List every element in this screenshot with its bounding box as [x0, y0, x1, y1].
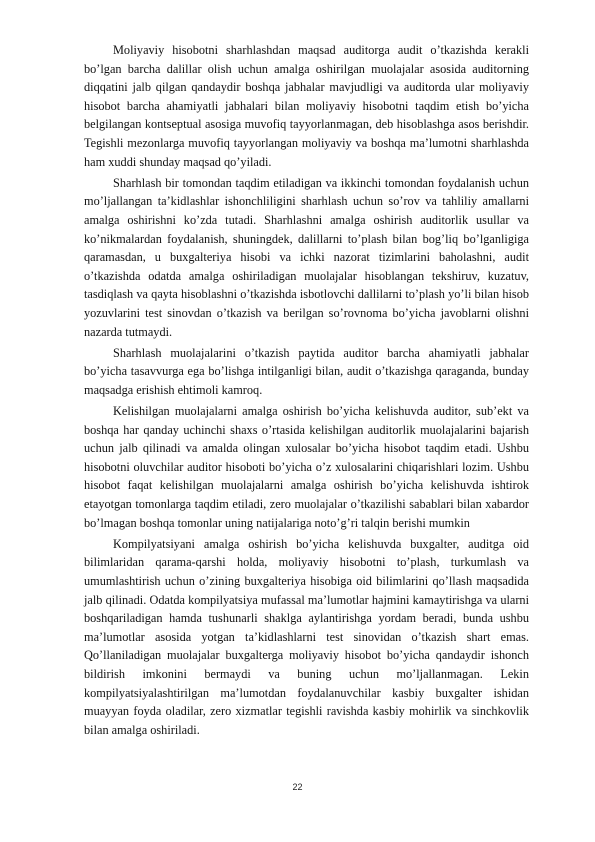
paragraph-4: Kelishilgan muolajalarni amalga oshirish bo’yicha kelishuvda auditor, sub’ekt va boshqa har qanday uchinchi shaxs o’rtasida kelishilgan auditorlik muolajalarini bajarish uchun jalb qilinadi va amalda olingan xulosalar bo’yicha hisobot taqdim etadi. Ushbu hisobotni oluvchilar auditor hisoboti bo’yicha o’z xulosalarini chiqarishlari lozim. Ushbu hisobot faqat kelishilgan muolajalarni amalga oshirish bo’yicha kelishuvda ishtirok etayotgan tomonlarga taqdim etiladi, zero muolajalar o’tkazilishi sabablari bilan xabardor bo’lmagan boshqa tomonlar uning natijalariga noto’g’ri talqin berishi mumkin: [84, 404, 529, 530]
page-number: 22: [292, 782, 303, 792]
paragraph-3: Sharhlash muolajalarini o’tkazish paytida auditor barcha ahamiyatli jabhalar bo’yicha tasavvurga ega bo’lishga intilganligi bilan, audit o’tkazishga qaraganda, bunday maqsadga erishish ehtimoli kamroq.: [84, 345, 529, 397]
document-page: [84, 41, 529, 742]
paragraph-5: Kompilyatsiyani amalga oshirish bo’yicha kelishuvda buxgalter, auditga oid bilimlaridan qarama-qarshi holda, moliyaviy hisobotni to’plash, turkumlash va umumlashtirish uchun o’zining buxgalteriya hisobiga oid bilimlarini qo’llash maqsadida jalb qilinadi. Odatda kompilyatsiya mufassal ma’lumotlar hajmini kamaytirishga va ularni boshqariladigan hamda tushunarli shaklga aylantirishga yordam beradi, bunda ushbu ma’lumotlar asosida yotgan ta’kidlashlarni test sinovidan o’tkazish shart emas. Qo’llaniladigan muolajalar buxgalterga moliyaviy hisobot bo’yicha qandaydir ishonch bildirish imkonini bermaydi va buning uchun mo’ljallanmagan. Lekin kompilyatsiyalashtirilgan ma’lumotdan foydalanuvchilar kasbiy buxgalter ishidan muayyan foyda oladilar, zero xizmatlar tegishli ravishda kasbiy mohirlik va sinchkovlik bilan amalga oshiriladi.: [84, 536, 529, 737]
paragraph-1: Moliyaviy hisobotni sharhlashdan maqsad auditorga audit o’tkazishda kerakli bo’lgan barcha dalillar olish uchun amalga oshirilgan muolajalar asosida auditorning diqqatini jalb qilgan qandaydir boshqa jabhalar mavjudligi va auditorda ular moliyaviy hisobot barcha ahamiyatli jabhalari bilan moliyaviy hisobotni taqdim etish bo’yicha belgilangan kontseptual asosiga muvofiq tayyorlanmagan, deb hisoblashga asos berishdir. Tegishli mezonlarga muvofiq tayyorlangan moliyaviy va boshqa ma’lumotni sharhlashda ham xuddi shunday maqsad qo’yiladi.: [84, 43, 529, 169]
paragraph-2: Sharhlash bir tomondan taqdim etiladigan va ikkinchi tomondan foydalanish uchun mo’ljallangan ta’kidlashlar ishonchliligini sharhlash uchun so’rov va tahliliy amallarni amalga oshirishni ko’zda tutadi. Sharhlashni amalga oshirish auditorlik usullar va ko’nikmalardan foydalanish, shuningdek, dalillarni to’plash bilan bog’liq bo’lganligiga qaramasdan, u buxgalteriya hisobi va ichki nazorat tizimlarini baholashni, audit o’tkazishda odatda amalga oshiriladigan muolajalar hisoblangan tekshiruv, kuzatuv, tasdiqlash va qayta hisoblashni o’tkazishda isbotlovchi dallilarni to’plash yo’li bilan hisob yozuvlarini test sinovdan o’tkazish va berilgan so’rovnoma bo’yicha javoblarni olishni nazarda tutmaydi.: [84, 175, 529, 339]
